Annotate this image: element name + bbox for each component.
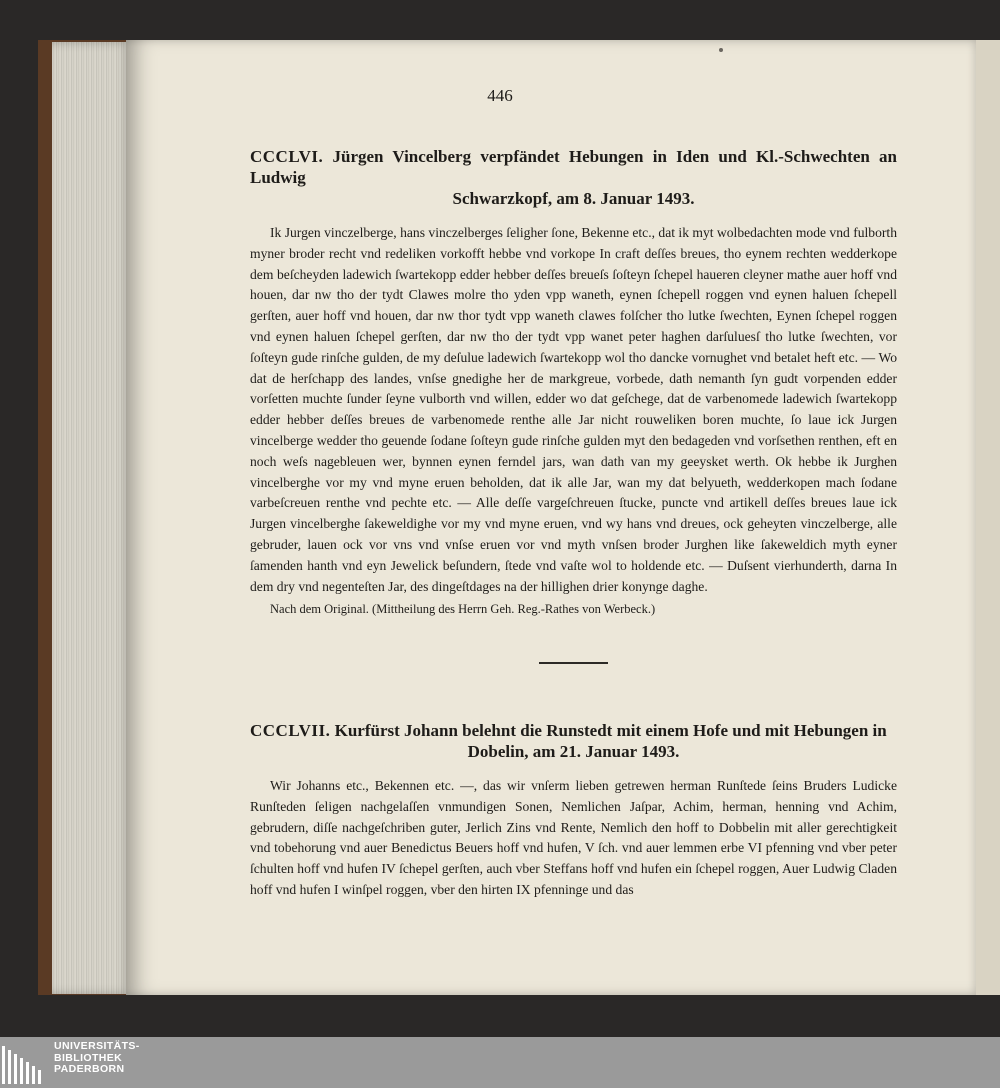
library-logo-line3: PADERBORN	[54, 1063, 125, 1075]
document-2-title-line2: Dobelin, am 21. Januar 1493.	[467, 742, 680, 761]
library-logo-text	[54, 1041, 140, 1076]
document-2-title-line1: Kurfürst Johann belehnt die Runstedt mit einem Hofe und mit Hebungen in	[334, 721, 887, 740]
document-2-number: CCCLVII.	[250, 721, 331, 740]
document-1-title-line1: Jürgen Vincelberg verpfändet Hebungen in Iden und Kl.-Schwechten an Ludwig	[250, 147, 897, 187]
document-1-number: CCCLVI.	[250, 147, 324, 166]
paper-speck	[719, 48, 723, 52]
page-right-edge	[976, 40, 1000, 995]
document-2-body: Wir Johanns etc., Bekennen etc. —, das wir vnſerm lieben getrewen herman Runſtede ſeins Bruders Ludicke Runſteden ſeligen nachgelaſſen vnmundigen Sonen, Nemlichen Jaſpar, Achim, herman, henning vnd Achim, gebrudern, diſſe nachgeſchriben guter, Jerlich Zins vnd Rente, Nemlich den hoff to Dobbelin mit aller gerechtigkeit vnd tobehorung vnd auer Benedictus Beuers hoff vnd hufen, V ſch. vnd auer lemmen erbe VI pfenning vnd vber peter ſchulten hoff vnd hufen IV ſchepel gerſten, auch vber Steffans hoff vnd hufen ein ſchepel roggen, Auer Ludwig Claden hoff vnd hufen I winſpel roggen, vber den hirten IX pfenninge und das	[250, 778, 897, 897]
document-1-heading	[250, 146, 897, 209]
document-2	[250, 720, 897, 901]
document-1-title-line2: Schwarzkopf, am 8. Januar 1493.	[452, 189, 695, 208]
document-1	[250, 146, 897, 619]
page-edges	[52, 42, 132, 994]
library-logo-icon	[2, 1040, 46, 1084]
document-1-body: Ik Jurgen vinczelberge, hans vinczelberges ſeligher ſone, Bekenne etc., dat ik myt wolbedachten mode vnd fulborth myner broder recht vnd redeliken vorkofft hebbe vnd vorkope In craft deſſes breues, tho eynem rechten wedderkope dem beſcheyden ladewich ſwartekopp edder hebber deſſes breueſs ſoſteyn ſchepel haueren cleyner mathe auer hoff vnd houen, dar nw tho der tydt Clawes molre tho yden vpp waneth, eynen ſchepell roggen vnd eynen haluen ſchepell gerſten, auer hoff vnd houen, dar nw thor tydt vpp waneth clawes folſcher tho lutke ſwechten, Eynen ſchepel roggen vnd eynen haluen ſchepel gerſten, dar nw tho der tydt vpp wanet peter haghen darſuluesſ tho lutke ſwechten, vor ſoſteyn gude rinſche gulden, de my deſulue ladewich ſwartekopp wol tho dancke vornughet vnd betalet heft etc. — Wo dat de herſchapp des landes, vnſse gnedighe her de markgreue, vorbede, dath nemanth ſyn gudt vorpenden edder vorſetten muchte ſunder ſeyne vulborth vnd willen, edder wo dat geſchege, dat de varbenomede ladewich ſwartekopp edder hebber deſſes breues de varbenomede renthe alle Jar nicht rouweliken boren muchte, ſo laue ick Jurgen vincelberge wedder tho geuende ſodane ſoſteyn gude rinſche gulden myt den bedageden vnd vorſsethen renthen, eft en noch weſs nagebleuen wer, bynnen eynen ferndel jars, wan dath van my geeysket werth. Ok hebbe ik Jurghen vincelberghe vor my vnd myne eruen beholden, dat ik alle Jar, wan my dat belyueth, wedderkopen mach ſodane varbeſcreuen renthe vnd pechte etc. — Alle deſſe vargeſchreuen ſtucke, puncte vnd artikell deſſes breues laue ick Jurgen vincelberghe ſakeweldighe vor my vnd myne eruen, vnd wy hans vnd dreues, ock geheyten vinczelberge, alle gebruder, lauen ock vor vns vnd vnſse eruen vor vnd myth vnſsen broder Jurghen like ſakeweldich myth eyner ſamenden hanth vnd eyn Jewelick beſundern, ſtede vnd vaſte wol to holdende etc. — Duſsent vierhunderth, darna In dem dry vnd negenteſten Jar, des dingeſtdages na der hillighen drier konynge daghe.	[250, 225, 898, 594]
page-number: 446	[487, 86, 513, 105]
library-logo-line1: UNIVERSITÄTS-	[54, 1040, 140, 1052]
library-logo-line2: BIBLIOTHEK	[54, 1051, 123, 1064]
document-2-heading	[250, 720, 897, 762]
section-divider	[539, 662, 608, 664]
library-footer-bar	[0, 1037, 1000, 1088]
document-1-source-note: Nach dem Original. (Mittheilung des Herrn Geh. Reg.-Rathes von Werbeck.)	[270, 602, 656, 617]
